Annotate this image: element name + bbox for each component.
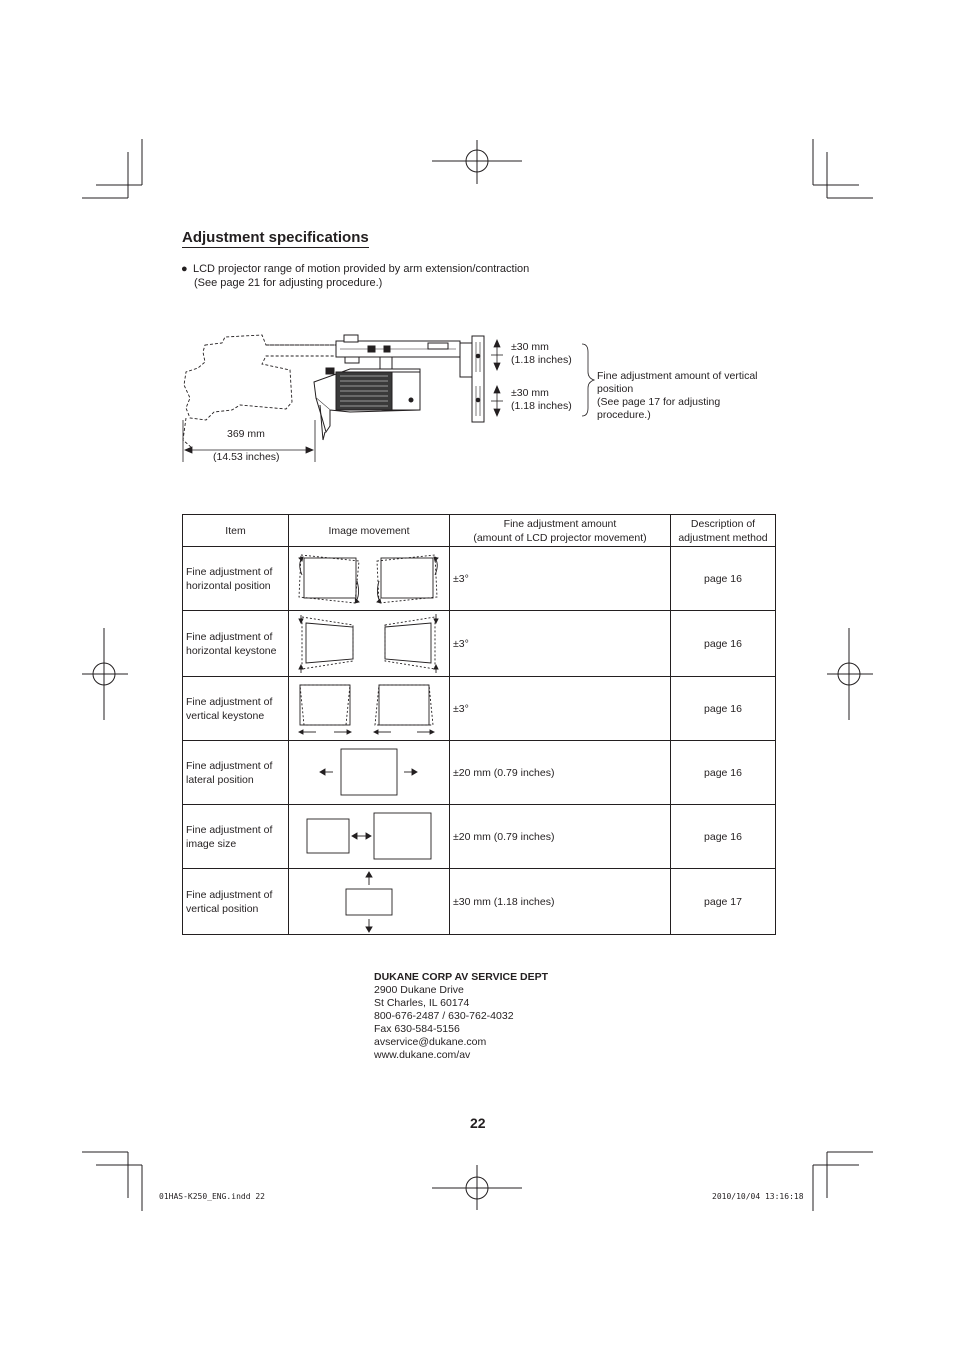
row-item-line-2: lateral position <box>186 773 254 786</box>
header-method-line-2: adjustment method <box>678 531 768 544</box>
header-method <box>671 515 776 547</box>
range-bottom-mm: ±30 mm <box>511 387 549 399</box>
vertical-note-line-3: (See page 17 for adjusting <box>597 396 721 408</box>
image-vertical-keystone <box>289 677 450 741</box>
range-bottom-in: (1.18 inches) <box>511 400 572 412</box>
address-web: www.dukane.com/av <box>374 1049 471 1061</box>
range-top-in: (1.18 inches) <box>511 354 572 366</box>
row-method: page 16 <box>671 547 776 611</box>
table-row <box>183 741 776 805</box>
row-item <box>183 869 289 935</box>
table-header-row <box>183 515 776 547</box>
row-item-line-2: vertical keystone <box>186 709 265 722</box>
row-item <box>183 805 289 869</box>
table-row <box>183 677 776 741</box>
header-image-movement: Image movement <box>289 515 450 547</box>
row-item-line-1: Fine adjustment of <box>186 759 273 772</box>
range-top-mm: ±30 mm <box>511 341 549 353</box>
row-method: page 16 <box>671 677 776 741</box>
row-item-line-2: image size <box>186 837 237 850</box>
header-item: Item <box>183 515 289 547</box>
extension-in: (14.53 inches) <box>213 451 280 463</box>
section-heading: Adjustment specifications <box>182 229 369 246</box>
row-amount: ±20 mm (0.79 inches) <box>450 805 671 869</box>
vertical-note <box>597 370 758 422</box>
image-horizontal-keystone <box>289 611 450 677</box>
vertical-note-line-4: procedure.) <box>597 409 651 421</box>
row-item-line-2: vertical position <box>186 902 259 915</box>
page-number: 22 <box>470 1115 486 1131</box>
projector-body <box>314 357 420 440</box>
row-item-line-1: Fine adjustment of <box>186 695 273 708</box>
address-phone: 800-676-2487 / 630-762-4032 <box>374 1010 514 1022</box>
header-amount-line-2: (amount of LCD projector movement) <box>473 531 647 544</box>
address-city: St Charles, IL 60174 <box>374 997 470 1009</box>
table-row <box>183 547 776 611</box>
row-method: page 16 <box>671 611 776 677</box>
row-item-line-2: horizontal keystone <box>186 644 277 657</box>
wall-plate <box>460 336 484 422</box>
address-street: 2900 Dukane Drive <box>374 984 464 996</box>
service-address <box>374 971 548 1062</box>
company-name: DUKANE CORP AV SERVICE DEPT <box>374 971 549 983</box>
row-method: page 16 <box>671 741 776 805</box>
row-item <box>183 547 289 611</box>
vertical-note-line-2: position <box>597 383 634 395</box>
bullet-line-1: LCD projector range of motion provided by arm extension/contraction <box>193 263 530 275</box>
table-row <box>183 611 776 677</box>
address-fax: Fax 630-584-5156 <box>374 1023 460 1035</box>
row-item <box>183 611 289 677</box>
image-size <box>289 805 450 869</box>
slug-datetime: 2010/10/04 13:16:18 <box>712 1192 804 1201</box>
row-amount: ±3° <box>450 611 671 677</box>
row-item-line-1: Fine adjustment of <box>186 823 273 836</box>
slug-file: 01HAS-K250_ENG.indd 22 <box>159 1192 265 1201</box>
row-amount: ±20 mm (0.79 inches) <box>450 741 671 805</box>
extension-mm: 369 mm <box>227 428 265 440</box>
row-amount: ±3° <box>450 677 671 741</box>
table-row <box>183 869 776 935</box>
header-method-line-1: Description of <box>690 517 756 530</box>
address-email: avservice@dukane.com <box>374 1036 487 1048</box>
row-amount: ±30 mm (1.18 inches) <box>450 869 671 935</box>
header-amount <box>450 515 671 547</box>
image-horizontal-position <box>289 547 450 611</box>
bracket-brace <box>582 344 594 416</box>
row-item <box>183 677 289 741</box>
row-method: page 16 <box>671 805 776 869</box>
arm-rail <box>336 335 460 363</box>
row-item-line-1: Fine adjustment of <box>186 888 273 901</box>
adjustment-table <box>182 514 776 935</box>
row-item-line-1: Fine adjustment of <box>186 565 273 578</box>
row-item <box>183 741 289 805</box>
vertical-adjust-arrows <box>491 340 503 416</box>
bullet-symbol: ● <box>181 263 188 275</box>
vertical-note-line-1: Fine adjustment amount of vertical <box>597 370 758 382</box>
row-amount: ±3° <box>450 547 671 611</box>
image-lateral-position <box>289 741 450 805</box>
row-item-line-2: horizontal position <box>186 579 271 592</box>
bullet-line-2: (See page 21 for adjusting procedure.) <box>194 277 383 289</box>
image-vertical-position <box>289 869 450 935</box>
row-method: page 17 <box>671 869 776 935</box>
table-row <box>183 805 776 869</box>
header-amount-line-1: Fine adjustment amount <box>503 517 617 530</box>
row-item-line-1: Fine adjustment of <box>186 630 273 643</box>
